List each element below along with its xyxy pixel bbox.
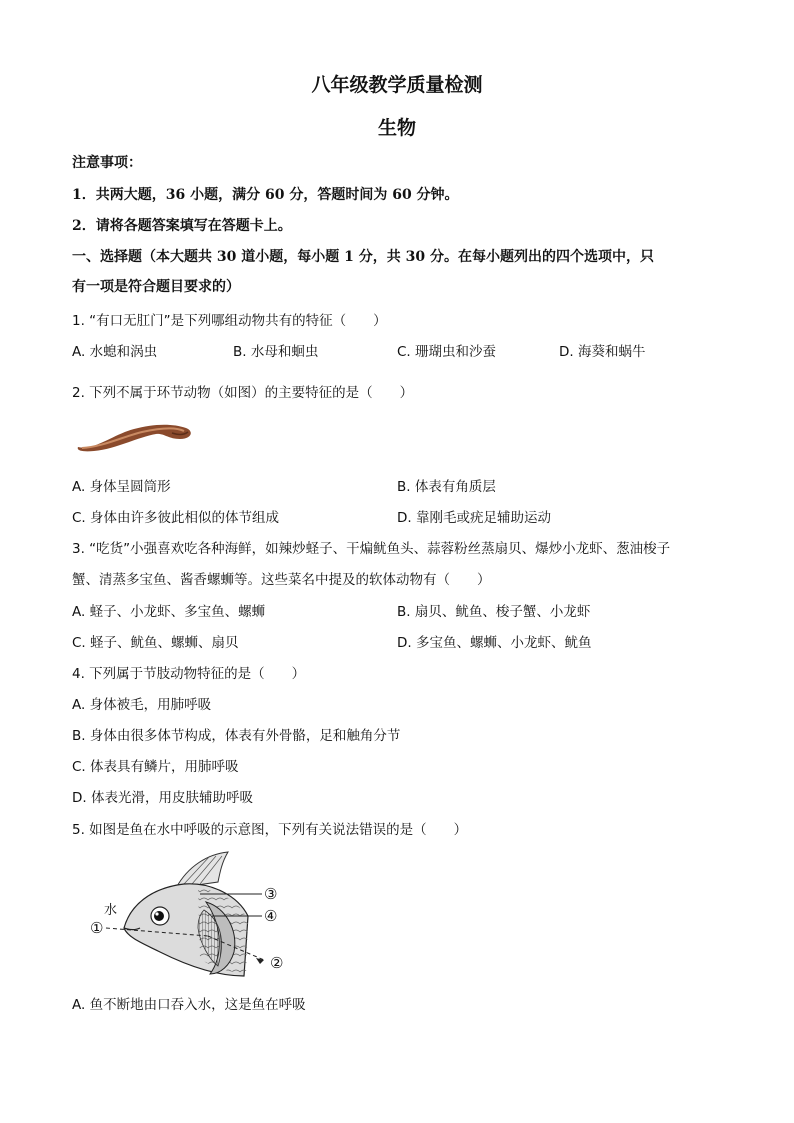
subject-title: 生物 bbox=[377, 117, 416, 139]
question-1-option-d: D. 海葵和蜗牛 bbox=[559, 344, 646, 360]
question-1-stem: 1. “有口无肛门”是下列哪组动物共有的特征（ ） bbox=[72, 313, 387, 329]
question-3-option-c: C. 蛏子、鱿鱼、螺蛳、扇贝 bbox=[72, 635, 239, 651]
question-2-option-a: A. 身体呈圆筒形 bbox=[72, 479, 171, 495]
marker-4: ④ bbox=[264, 907, 278, 925]
question-5-option-a: A. 鱼不断地由口吞入水，这是鱼在呼吸 bbox=[72, 997, 306, 1013]
question-3-stem-line2: 蟹、清蒸多宝鱼、酱香螺蛳等。这些菜名中提及的软体动物有（ ） bbox=[72, 572, 491, 588]
question-1-option-b: B. 水母和蛔虫 bbox=[233, 344, 319, 360]
marker-3: ③ bbox=[264, 885, 278, 903]
fish-respiration-figure bbox=[88, 848, 298, 980]
earthworm-figure bbox=[72, 417, 198, 457]
outflow-arrow-icon bbox=[256, 958, 264, 964]
question-2-option-d: D. 靠刚毛或疣足辅助运动 bbox=[397, 510, 551, 526]
eye-highlight bbox=[155, 912, 158, 915]
question-2-option-b: B. 体表有角质层 bbox=[397, 479, 496, 495]
exam-title: 八年级教学质量检测 bbox=[311, 74, 483, 96]
notes-heading: 注意事项： bbox=[72, 155, 142, 171]
question-2-stem: 2. 下列不属于环节动物（如图）的主要特征的是（ ） bbox=[72, 385, 414, 401]
question-2-option-c: C. 身体由许多彼此相似的体节组成 bbox=[72, 510, 280, 526]
section-heading-line2: 有一项是符合题目要求的） bbox=[72, 279, 240, 295]
water-label: 水 bbox=[104, 903, 118, 918]
question-3-stem-line1: 3. “吃货”小强喜欢吃各种海鲜，如辣炒蛏子、干煸鱿鱼头、蒜蓉粉丝蒸扇贝、爆炒小龙虾、葱油梭子 bbox=[72, 541, 671, 557]
note-item-2: 2．请将各题答案填写在答题卡上。 bbox=[72, 218, 292, 234]
fish-pupil bbox=[154, 911, 164, 921]
question-4-option-c: C. 体表具有鳞片，用肺呼吸 bbox=[72, 759, 239, 775]
question-4-option-a: A. 身体被毛，用肺呼吸 bbox=[72, 697, 212, 713]
section-heading-line1: 一、选择题（本大题共 30 道小题，每小题 1 分，共 30 分。在每小题列出的四个选项中，只 bbox=[72, 249, 654, 265]
question-1-option-a: A. 水螅和涡虫 bbox=[72, 344, 158, 360]
question-1-option-c: C. 珊瑚虫和沙蚕 bbox=[397, 344, 497, 360]
question-3-option-a: A. 蛏子、小龙虾、多宝鱼、螺蛳 bbox=[72, 604, 266, 620]
question-3-option-d: D. 多宝鱼、螺蛳、小龙虾、鱿鱼 bbox=[397, 635, 592, 651]
marker-1: ① bbox=[90, 919, 104, 937]
question-4-stem: 4. 下列属于节肢动物特征的是（ ） bbox=[72, 666, 306, 682]
dorsal-fin bbox=[176, 852, 228, 888]
note-item-1: 1．共两大题，36 小题，满分 60 分，答题时间为 60 分钟。 bbox=[72, 187, 459, 203]
question-3-option-b: B. 扇贝、鱿鱼、梭子蟹、小龙虾 bbox=[397, 604, 591, 620]
question-4-option-d: D. 体表光滑，用皮肤辅助呼吸 bbox=[72, 790, 253, 806]
question-5-stem: 5. 如图是鱼在水中呼吸的示意图，下列有关说法错误的是（ ） bbox=[72, 822, 468, 838]
question-4-option-b: B. 身体由很多体节构成，体表有外骨骼，足和触角分节 bbox=[72, 728, 401, 744]
marker-2: ② bbox=[270, 954, 284, 972]
